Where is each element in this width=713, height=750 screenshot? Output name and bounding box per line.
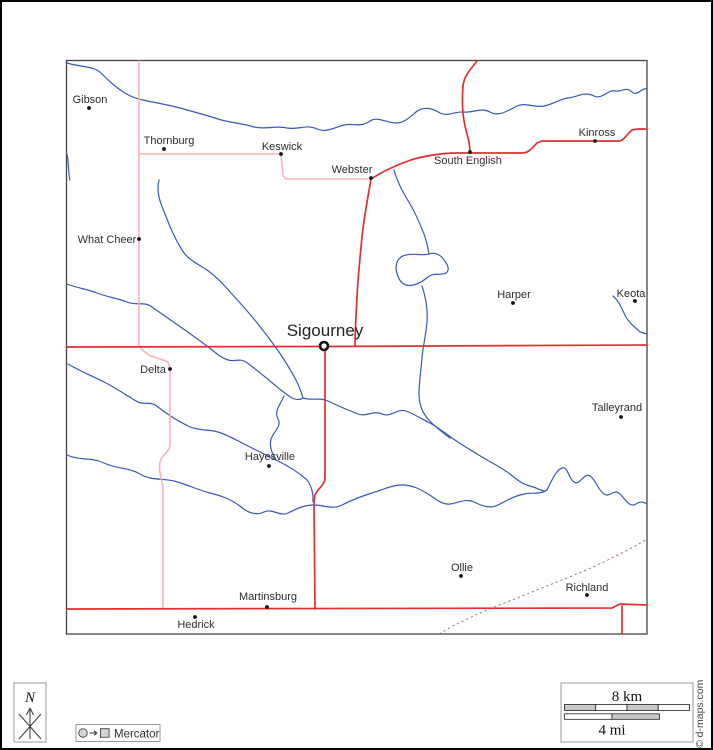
town-label-ollie: Ollie — [450, 562, 474, 574]
town-label-kinross: Kinross — [578, 127, 616, 139]
highway-north-entry — [462, 61, 477, 152]
town-dot-delta — [168, 367, 172, 371]
town-dot-south-english — [468, 150, 472, 154]
river-north-skunk — [67, 63, 647, 130]
scale-bar-mi — [565, 714, 660, 720]
highway-bottom-east-west — [67, 604, 647, 609]
globe-circle-icon — [79, 729, 88, 738]
town-dot-ollie — [459, 574, 463, 578]
county-seat-label: Sigourney — [286, 321, 364, 340]
town-label-south-english: South English — [434, 155, 502, 167]
mi-segment — [612, 714, 660, 720]
town-label-richland: Richland — [565, 582, 609, 594]
town-labels-layer — [73, 94, 647, 631]
scale-bars — [561, 683, 693, 742]
stream-west-middle — [68, 364, 313, 502]
town-dot-martinsburg — [265, 605, 269, 609]
projected-square-icon — [101, 729, 110, 738]
county-seat-marker-sigourney — [320, 342, 328, 350]
lake-outflow — [419, 286, 450, 438]
railroad-dashed-line — [439, 539, 647, 634]
stream-west-upper — [67, 284, 303, 400]
town-dot-gibson — [87, 106, 91, 110]
stream-south — [67, 455, 547, 514]
town-label-what-cheer: What Cheer — [77, 234, 137, 246]
highway-sigourney-south — [314, 347, 325, 609]
highway-east-west-sigourney — [67, 345, 647, 347]
lake-inflow — [394, 170, 429, 254]
mi-segment — [565, 714, 613, 720]
projection-legend — [76, 725, 160, 742]
town-label-talleyrand: Talleyrand — [591, 402, 643, 414]
town-label-webster: Webster — [331, 164, 373, 176]
town-label-hayesville: Hayesville — [244, 451, 296, 463]
scale-mi-label: 4 mi — [598, 722, 626, 739]
stream-thornburg — [158, 180, 303, 398]
town-label-thornburg: Thornburg — [143, 135, 195, 147]
stream-border-creek — [67, 154, 70, 180]
town-dot-thornburg — [162, 147, 166, 151]
stream-main — [303, 398, 647, 505]
town-label-hedrick: Hedrick — [177, 619, 215, 631]
town-dot-harper — [511, 301, 515, 305]
town-dot-talleyrand — [619, 415, 623, 419]
town-dots-layer — [87, 106, 637, 619]
town-label-harper: Harper — [497, 289, 531, 301]
km-segment — [627, 705, 658, 711]
scale-km-label: 8 km — [611, 689, 643, 705]
town-dot-what-cheer — [137, 237, 141, 241]
county-map-svg — [2, 2, 713, 750]
town-label-delta: Delta — [140, 364, 166, 376]
scale-bar-km — [565, 705, 690, 711]
projection-label: Mercator — [114, 728, 160, 741]
stream-keota — [613, 296, 647, 334]
town-label-martinsburg: Martinsburg — [238, 591, 298, 603]
credit-watermark: © d-maps.com — [694, 679, 706, 748]
km-segment — [565, 705, 596, 711]
town-label-gibson: Gibson — [72, 94, 108, 106]
compass-rose — [14, 683, 46, 742]
compass-north-label: N — [24, 690, 36, 706]
town-dot-kinross — [593, 139, 597, 143]
lake — [396, 253, 448, 285]
km-segment — [596, 705, 627, 711]
town-label-keswick: Keswick — [261, 141, 303, 153]
town-label-keota: Keota — [616, 288, 646, 300]
town-dot-webster — [369, 176, 373, 180]
town-dot-hayesville — [267, 464, 271, 468]
minor-road-delta — [141, 348, 170, 608]
km-segment — [658, 705, 689, 711]
